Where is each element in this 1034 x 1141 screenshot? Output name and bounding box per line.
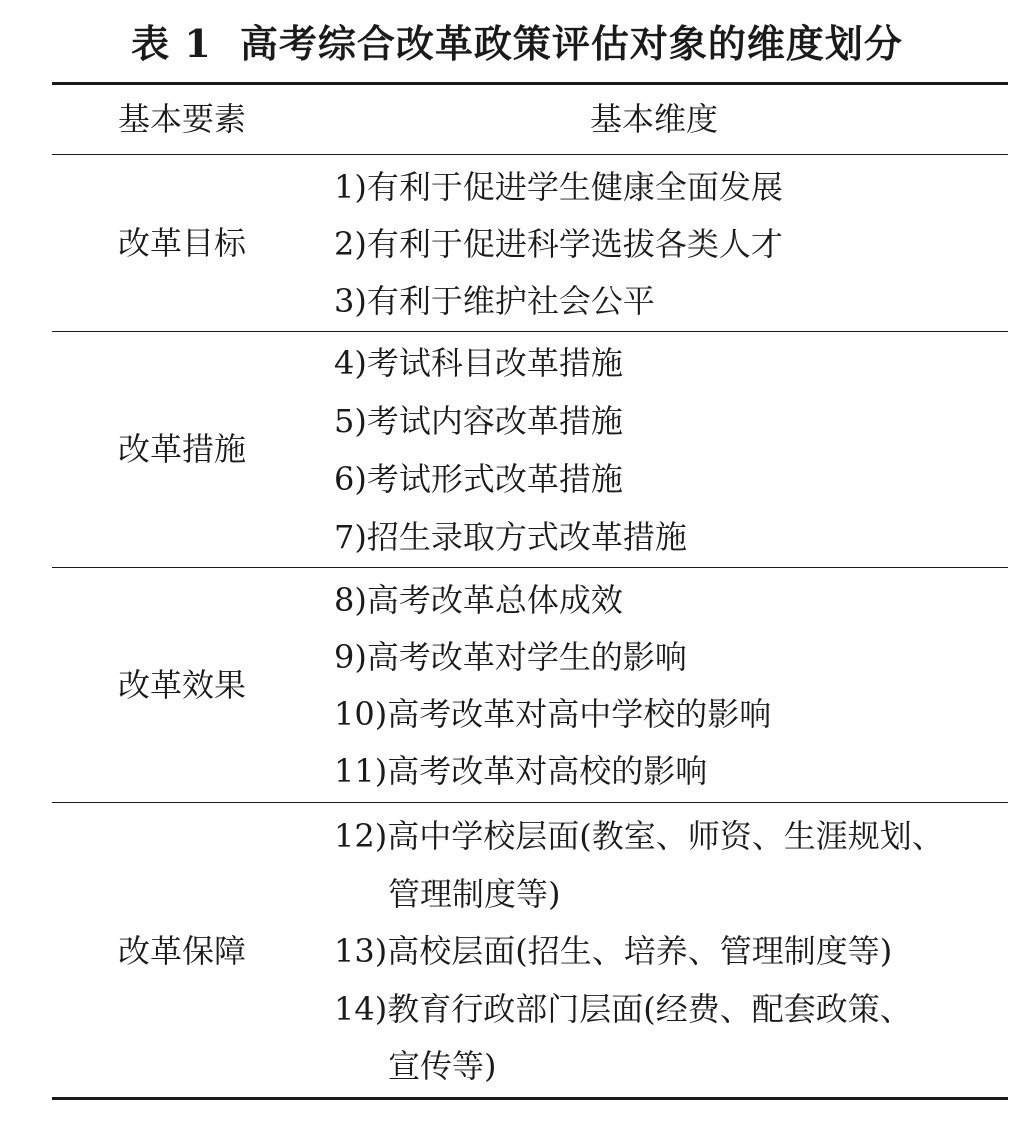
header-rule — [52, 154, 1008, 155]
row-divider — [52, 331, 1008, 332]
group-label-safeguards: 改革保障 — [118, 932, 247, 970]
list-item: 2)有利于促进科学选拔各类人才 — [334, 225, 783, 263]
header-dimension: 基本维度 — [590, 100, 719, 138]
table-number: 表 1 — [131, 21, 212, 66]
row-divider — [52, 567, 1008, 568]
list-item: 6)考试形式改革措施 — [334, 460, 623, 498]
list-item: 12)高中学校层面(教室、师资、生涯规划、 — [334, 817, 944, 855]
list-item: 4)考试科目改革措施 — [334, 344, 623, 382]
list-item: 3)有利于维护社会公平 — [334, 282, 655, 320]
bottom-rule — [52, 1097, 1008, 1100]
top-rule — [52, 82, 1008, 85]
list-item-continuation: 宣传等) — [388, 1047, 497, 1085]
header-element: 基本要素 — [118, 100, 247, 138]
list-item-continuation: 管理制度等) — [388, 875, 561, 913]
list-item: 14)教育行政部门层面(经费、配套政策、 — [334, 990, 912, 1028]
list-item: 8)高考改革总体成效 — [334, 581, 623, 619]
list-item: 5)考试内容改革措施 — [334, 402, 623, 440]
list-item: 13)高校层面(招生、培养、管理制度等) — [334, 932, 893, 970]
group-label-measures: 改革措施 — [118, 430, 247, 468]
list-item: 9)高考改革对学生的影响 — [334, 638, 687, 676]
table-title-text: 高考综合改革政策评估对象的维度划分 — [239, 21, 903, 66]
list-item: 11)高考改革对高校的影响 — [334, 752, 708, 790]
list-item: 10)高考改革对高中学校的影响 — [334, 695, 772, 733]
group-label-effects: 改革效果 — [118, 666, 247, 704]
table-title — [0, 18, 1034, 70]
row-divider — [52, 802, 1008, 803]
group-label-goals: 改革目标 — [118, 224, 247, 262]
list-item: 7)招生录取方式改革措施 — [334, 518, 687, 556]
list-item: 1)有利于促进学生健康全面发展 — [334, 168, 783, 206]
